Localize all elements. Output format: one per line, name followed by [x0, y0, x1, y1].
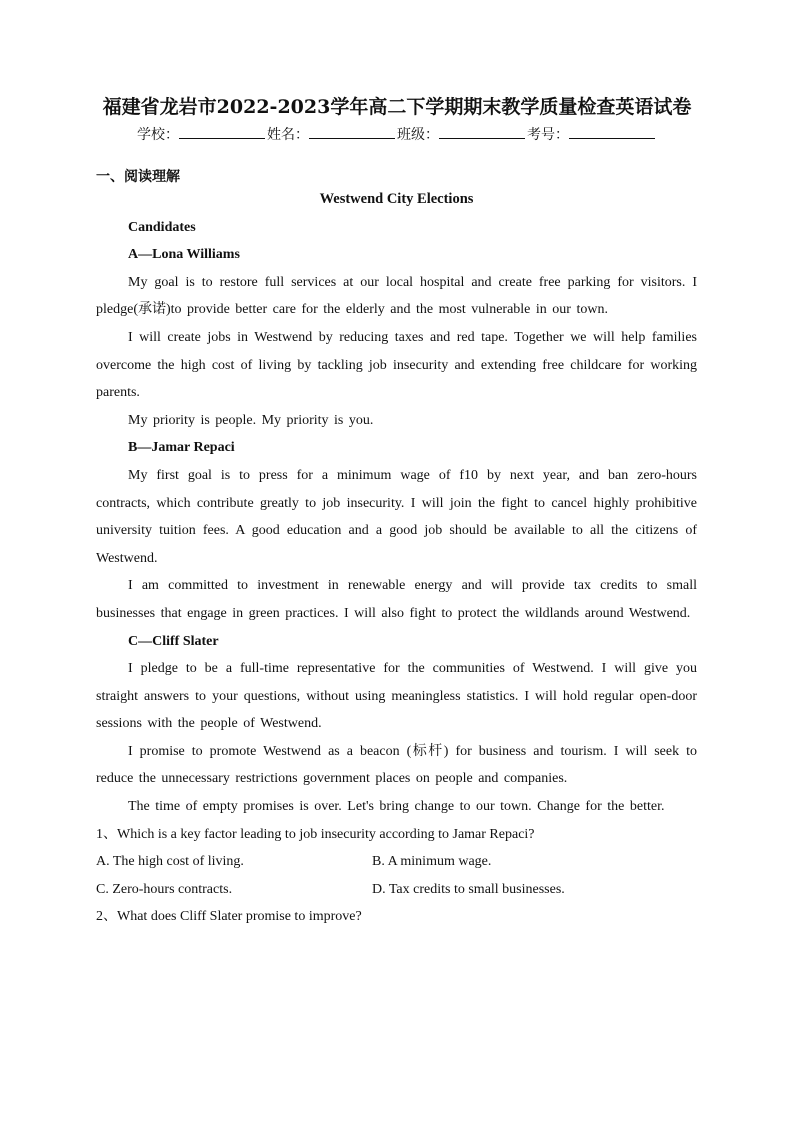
candidate-name-b: B—Jamar Repaci	[128, 440, 235, 456]
option-c[interactable]: C. Zero-hours contracts.	[96, 881, 233, 897]
options-row	[96, 876, 697, 904]
student-info-line	[0, 124, 794, 146]
school-label: 学校：	[137, 127, 179, 143]
candidate-b-paragraph: My first goal is to press for a minimum wage of f10 by next year, and ban zero-hours contracts, which contribute greatly to job insecurity. I will join the fight to cancel highly prohibitive university tuition fees. A good education and a good job should be available to all the citizens of Westwend.	[96, 467, 697, 566]
reading-passage	[96, 186, 697, 931]
question-stem: 2、What does Cliff Slater promise to improve?	[96, 909, 362, 925]
candidate-b-paragraph: I am committed to investment in renewable energy and will provide tax credits to small businesses that engage in green practices. I will also fight to protect the wildlands around Westwend.	[96, 578, 697, 621]
name-label: 姓名：	[267, 127, 309, 143]
class-field	[397, 124, 527, 146]
candidate-c-paragraph: The time of empty promises is over. Let's bring change to our town. Change for the better.	[128, 799, 665, 815]
exam-number-label: 考号：	[527, 127, 569, 143]
exam-number-field	[527, 124, 657, 146]
school-field	[137, 124, 267, 146]
question-stem: 1、Which is a key factor leading to job insecurity according to Jamar Repaci?	[96, 826, 535, 842]
passage-title: Westwend City Elections	[319, 191, 474, 207]
candidate-a-paragraph: My goal is to restore full services at our local hospital and create free parking for visitors. I pledge(承诺)to provide better care for the elderly and the most vulnerable in our town.	[96, 274, 697, 318]
exam-number-blank[interactable]	[569, 124, 655, 139]
candidates-heading: Candidates	[128, 219, 196, 235]
candidate-a-paragraph: I will create jobs in Westwend by reducing taxes and red tape. Together we will help families overcome the high cost of living by tackling job insecurity and extending free childcare for working parents.	[96, 329, 697, 401]
option-a[interactable]: A. The high cost of living.	[96, 854, 244, 870]
candidate-a-paragraph: My priority is people. My priority is you.	[128, 412, 374, 428]
candidate-name-a: A—Lona Williams	[128, 247, 240, 263]
section-heading: 一、阅读理解	[96, 169, 180, 185]
candidate-name-c: C—Cliff Slater	[128, 633, 219, 649]
class-blank[interactable]	[439, 124, 525, 139]
options-row	[96, 848, 697, 876]
candidate-c-paragraph: I pledge to be a full-time representative for the communities of Westwend. I will give you straight answers to your questions, without using meaningless statistics. I will hold regular open-door sessions with the people of Westwend.	[96, 661, 697, 732]
name-field	[267, 124, 397, 146]
document-title: 福建省龙岩市2022-2023学年高二下学期期末教学质量检查英语试卷	[102, 96, 692, 118]
school-blank[interactable]	[179, 124, 265, 139]
class-label: 班级：	[397, 127, 439, 143]
candidate-c-paragraph: I promise to promote Westwend as a beacon (标杆) for business and tourism. I will seek to reduce the unnecessary restrictions government places on people and companies.	[96, 743, 697, 787]
name-blank[interactable]	[309, 124, 395, 139]
option-d[interactable]: D. Tax credits to small businesses.	[372, 881, 565, 897]
option-b[interactable]: B. A minimum wage.	[372, 854, 492, 870]
